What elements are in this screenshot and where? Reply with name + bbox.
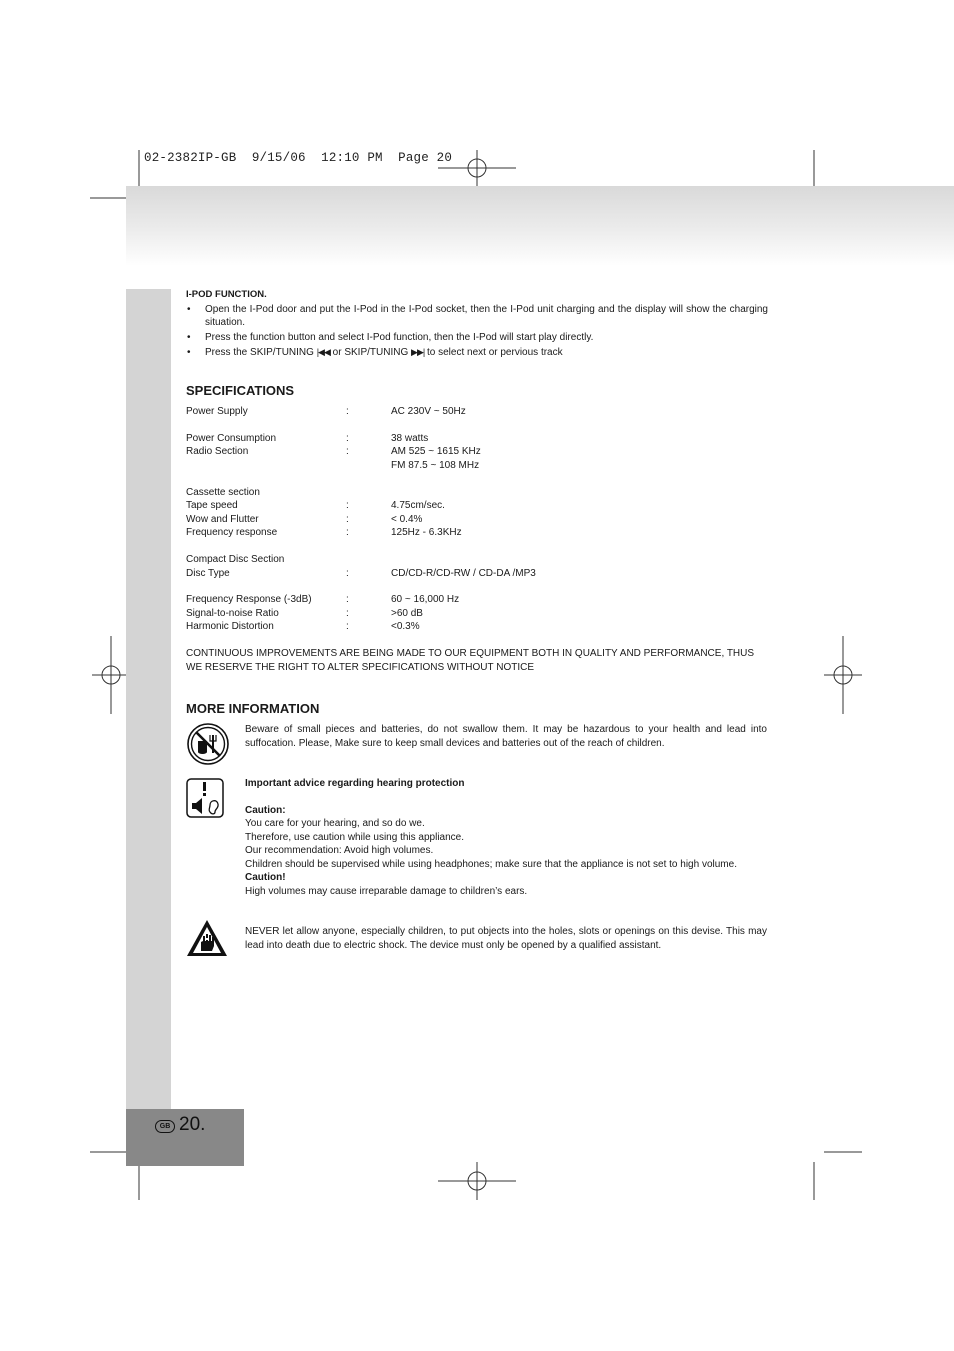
- spec-label: Power Consumption: [186, 433, 277, 444]
- spec-row: [186, 607, 586, 620]
- spec-label: Disc Type: [186, 568, 230, 579]
- spec-row: [186, 593, 586, 606]
- choking-warning-text: Beware of small pieces and batteries, do not swallow them. It may be hazardous to your health and lead into suffocation. Please, Make sure to keep small devices and batteries out of the reach of children.: [245, 724, 767, 749]
- caution-label: Caution!: [245, 872, 286, 883]
- spec-row: [186, 499, 586, 512]
- spec-row: [186, 526, 586, 539]
- shock-warning-text: NEVER let allow anyone, especially children, to put objects into the holes, slots or openings on this devise. This may lead into death due to electric shock. The device must only be opened by a qualified assistant.: [245, 926, 767, 951]
- ipod-bullet-list: [186, 303, 768, 360]
- caution-line: High volumes may cause irreparable damage to children’s ears.: [245, 886, 528, 897]
- header-band: [126, 186, 954, 266]
- caution-label: Caution:: [245, 805, 286, 816]
- electric-shock-warning-icon: [185, 918, 229, 958]
- caution-line: Children should be supervised while using headphones; make sure that the appliance is not set to high volume.: [245, 859, 737, 870]
- spec-label: Cassette section: [186, 487, 260, 498]
- spec-row: [186, 432, 586, 445]
- spec-row: [186, 567, 586, 580]
- spec-label: Signal-to-noise Ratio: [186, 608, 279, 619]
- caution-line: Therefore, use caution while using this appliance.: [245, 832, 465, 843]
- ipod-section: [186, 288, 768, 361]
- spec-separator: :: [346, 446, 349, 457]
- caution-line: You care for your hearing, and so do we.: [245, 818, 425, 829]
- spec-value: CD/CD-R/CD-RW / CD-DA /MP3: [391, 568, 536, 579]
- bullet-text: to select next or pervious track: [427, 347, 563, 358]
- spec-value: < 0.4%: [391, 514, 423, 525]
- spec-row: [186, 513, 586, 526]
- spec-row: [186, 486, 586, 499]
- spec-label: Wow and Flutter: [186, 514, 259, 525]
- spec-value: FM 87.5 ~ 108 MHz: [391, 460, 480, 471]
- spec-label: Frequency Response (-3dB): [186, 594, 312, 605]
- no-small-parts-icon: [186, 722, 230, 766]
- caution-line: Our recommendation: Avoid high volumes.: [245, 845, 434, 856]
- list-item: • Open the I-Pod door and put the I-Pod in the I-Pod socket, then the I-Pod unit charging and the display will show the charging situation.: [186, 303, 768, 330]
- spec-separator: :: [346, 608, 349, 619]
- spec-value: 38 watts: [391, 433, 429, 444]
- spec-value: 125Hz - 6.3KHz: [391, 527, 462, 538]
- spec-label: Power Supply: [186, 406, 248, 417]
- spec-value: >60 dB: [391, 608, 423, 619]
- spec-row: [186, 405, 586, 418]
- more-information-heading: MORE INFORMATION: [186, 701, 320, 716]
- bullet-text: or SKIP/TUNING: [332, 347, 409, 358]
- spec-separator: :: [346, 527, 349, 538]
- skip-prev-icon: |◀◀: [316, 347, 330, 357]
- spec-separator: :: [346, 433, 349, 444]
- spec-label: Radio Section: [186, 446, 249, 457]
- specifications-heading: SPECIFICATIONS: [186, 383, 295, 398]
- list-item: [186, 346, 768, 360]
- spec-row: [186, 553, 586, 566]
- spec-label: Frequency response: [186, 527, 278, 538]
- spec-row: [186, 620, 586, 633]
- spec-row: [186, 445, 586, 458]
- spec-value: AM 525 ~ 1615 KHz: [391, 446, 481, 457]
- language-badge: GB: [155, 1120, 175, 1133]
- spec-separator: :: [346, 568, 349, 579]
- spec-row: [186, 459, 586, 472]
- list-item: • Press the function button and select I-Pod function, then the I-Pod will start play directly.: [186, 331, 768, 345]
- spec-value: <0.3%: [391, 621, 420, 632]
- ipod-heading: I-POD FUNCTION.: [186, 289, 267, 300]
- specifications-notice: CONTINUOUS IMPROVEMENTS ARE BEING MADE TO OUR EQUIPMENT BOTH IN QUALITY AND PERFORMANCE, THUS WE RESERVE THE RIGHT TO ALTER SPECIFICATIONS WITHOUT NOTICE: [186, 648, 755, 673]
- spec-separator: :: [346, 594, 349, 605]
- page-number: 20.: [179, 1114, 206, 1135]
- spec-label: Tape speed: [186, 500, 238, 511]
- hearing-heading: Important advice regarding hearing protection: [245, 778, 465, 789]
- print-slug: 02-2382IP-GB 9/15/06 12:10 PM Page 20: [144, 151, 453, 165]
- spec-value: 4.75cm/sec.: [391, 500, 445, 511]
- spec-value: AC 230V ~ 50Hz: [391, 406, 466, 417]
- spec-label: Compact Disc Section: [186, 554, 285, 565]
- bullet-text: Press the SKIP/TUNING: [205, 347, 314, 358]
- hearing-warning-icon: [186, 778, 224, 818]
- spec-label: Harmonic Distortion: [186, 621, 274, 632]
- spec-separator: :: [346, 621, 349, 632]
- spec-separator: :: [346, 406, 349, 417]
- side-band: [126, 289, 171, 1111]
- spec-separator: :: [346, 514, 349, 525]
- skip-next-icon: ▶▶|: [411, 347, 425, 357]
- spec-value: 60 ~ 16,000 Hz: [391, 594, 460, 605]
- spec-separator: :: [346, 500, 349, 511]
